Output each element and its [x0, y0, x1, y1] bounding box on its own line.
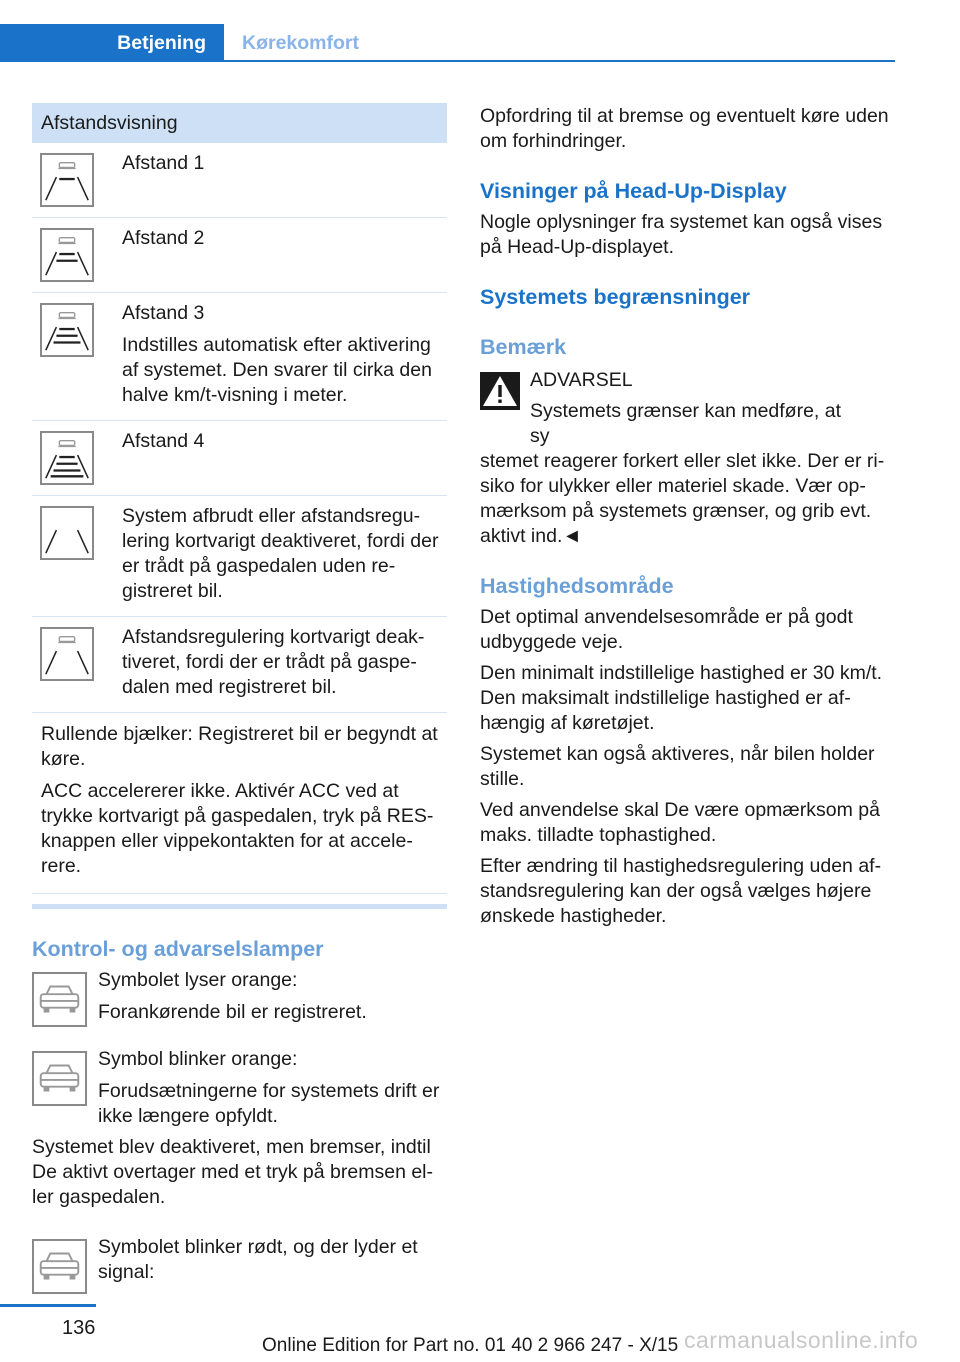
tab-betjening[interactable]: Betjening — [0, 24, 224, 62]
lamp-3-line: Symbolet blinker rødt, og der lyder et signal: — [98, 1236, 418, 1283]
distance-off-icon — [32, 496, 122, 616]
speed-paragraph: Det optimal anvendelsesområde er på godt udbyggede veje. — [480, 606, 853, 653]
warning-block — [480, 368, 895, 449]
vehicle-red-icon — [32, 1235, 98, 1294]
table-note — [32, 713, 447, 894]
right-column — [480, 104, 895, 929]
speed-paragraph: Systemet kan også aktiveres, når bilen holder stille. — [480, 743, 875, 790]
speed-heading: Hastighedsområde — [480, 574, 674, 598]
tab-korekomfort[interactable]: Kørekomfort — [242, 31, 360, 54]
left-column — [32, 103, 447, 1294]
intro-text: Opfordring til at bremse og eventuelt køre uden om forhindringer. — [480, 105, 889, 152]
table-row — [32, 293, 447, 421]
distance-1-icon — [32, 143, 122, 217]
page-number: 136 — [62, 1317, 96, 1339]
hud-heading: Visninger på Head-Up-Display — [480, 179, 787, 203]
distance-2-label: Afstand 2 — [122, 227, 205, 249]
note-heading: Bemærk — [480, 335, 567, 359]
warning-first-line: Systemets grænser kan medføre, at sy — [530, 400, 842, 447]
table-note-line: Rullende bjælker: Registreret bil er begyndt at køre. — [41, 723, 438, 770]
warning-triangle-icon — [480, 368, 530, 449]
vehicle-blink-icon — [32, 1047, 98, 1129]
distance-3-icon — [32, 293, 122, 420]
lamp-item — [32, 1047, 447, 1129]
distance-4-label: Afstand 4 — [122, 430, 205, 452]
speed-paragraph: Efter ændring til hastighedsregulering uden afstandsregulering kan der også vælges højere ønskede hastigheder. — [480, 855, 882, 927]
lamps-heading: Kontrol- og advarselslamper — [32, 937, 324, 961]
lamp-item — [32, 968, 447, 1027]
distance-off-text: System afbrudt eller afstandsregulering kortvarigt deaktiveret, fordi der er trådt på gaspedalen uden registreret bil. — [122, 505, 439, 602]
table-note-line: ACC accelererer ikke. Aktivér ACC ved at trykke kortvarigt på gaspedalen, tryk på RES-knappen eller vippekontakten for at accelerere. — [41, 780, 434, 877]
table-row — [32, 617, 447, 713]
speed-paragraph: Den minimalt indstillelige hastighed er 30 km/t. Den maksimalt indstillelige hastighed er afhængig af køretøjet. — [480, 662, 883, 734]
table-row — [32, 421, 447, 496]
vehicle-detected-icon — [32, 968, 98, 1027]
distance-1-label: Afstand 1 — [122, 152, 205, 174]
table-row — [32, 218, 447, 293]
distance-3-description: Indstilles automatisk efter aktivering af systemet. Den svarer til cirka den halve km/t-visning i meter. — [122, 334, 432, 406]
table-end-bar — [32, 904, 447, 909]
lamp-item — [32, 1235, 447, 1294]
lamp-2-line: Symbol blinker orange: — [98, 1048, 298, 1070]
lamp-2-line: Forudsætningerne for systemets drift er ikke længere opfyldt. — [98, 1080, 440, 1127]
edition-text: Online Edition for Part no. 01 40 2 966 247 - X/15 — [262, 1335, 679, 1356]
page-header — [0, 0, 960, 62]
watermark: carmanualsonline.info — [684, 1327, 919, 1353]
limits-heading: Systemets begrænsninger — [480, 285, 751, 309]
table-row — [32, 143, 447, 218]
hud-text: Nogle oplysninger fra systemet kan også vises på Head-Up-displayet. — [480, 211, 883, 258]
page-number-rule — [0, 1304, 96, 1307]
distance-override-text: Afstandsregulering kortvarigt deaktiveret, fordi der er trådt på gaspedalen med registreret bil. — [122, 626, 425, 698]
lamp-1-line: Symbolet lyser orange: — [98, 969, 298, 991]
warning-text: stemet reagerer forkert eller slet ikke. Der er risiko for ulykker eller materiel skade. Vær opmærksom på systemets grænser, og grib evt. aktivt ind.◄ — [480, 450, 885, 547]
distance-4-icon — [32, 421, 122, 495]
warning-title: ADVARSEL — [530, 369, 633, 391]
distance-override-icon — [32, 617, 122, 712]
lamps-paragraph: Systemet blev deaktiveret, men bremser, indtil De aktivt overtager med et tryk på bremsen eller gaspedalen. — [32, 1136, 434, 1208]
distance-2-icon — [32, 218, 122, 292]
lamp-1-line: Forankørende bil er registreret. — [98, 1001, 367, 1023]
distance-3-label: Afstand 3 — [122, 302, 205, 324]
speed-paragraph: Ved anvendelse skal De være opmærksom på maks. tilladte tophastighed. — [480, 799, 880, 846]
header-rule — [0, 60, 895, 62]
table-header: Afstandsvisning — [32, 103, 447, 143]
table-row — [32, 496, 447, 617]
